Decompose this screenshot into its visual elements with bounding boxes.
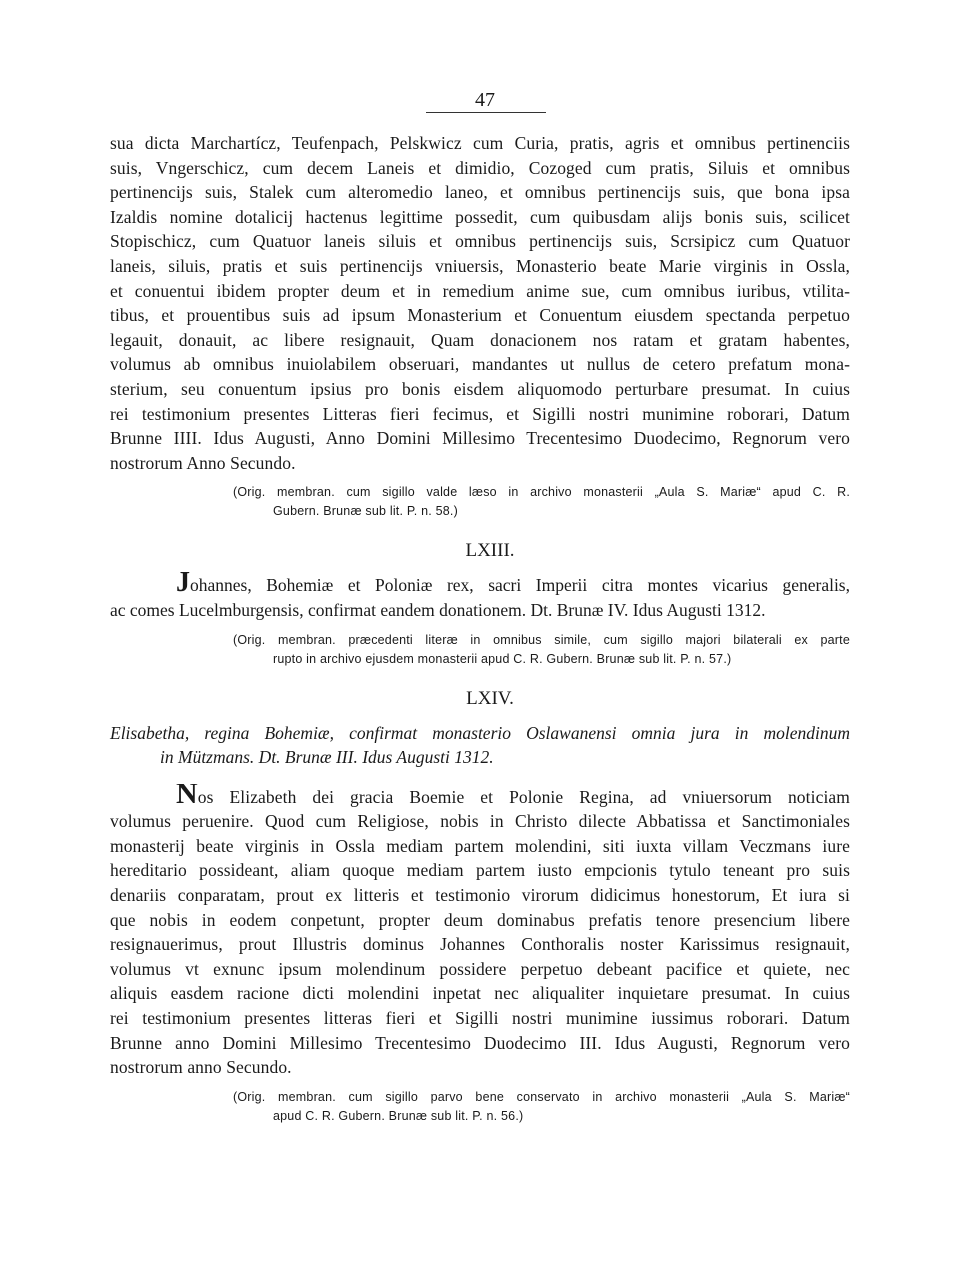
- note-line: (Orig. membran. præcedenti literæ in omnibus simile, cum sigillo majori bilaterali ex parte: [233, 632, 850, 647]
- text-line: pertinencijs suis, Stalek cum alteromedio laneo, et omnibus pertinencijs suis, que bona ipsa: [110, 182, 850, 203]
- text-line: Brunne anno Domini Millesimo Trecentesimo Duodecimo III. Idus Augusti, Regnorum vero: [110, 1032, 850, 1053]
- text-line: volumus peruenire. Quod cum Religiose, nobis in Christo dilecte Abbatissa et Sanctimoniales: [110, 811, 850, 832]
- summary-line: Elisabetha, regina Bohemiæ, confirmat monasterio Oslawanensi omnia jura in molendinum: [110, 722, 850, 743]
- header-rule: [426, 112, 546, 113]
- text-line: resignauerimus, prout Illustris dominus Johannes Conthoralis noster Karissimus resignauit,: [110, 934, 850, 955]
- document-summary: [110, 567, 850, 622]
- text-line: que nobis in eodem conpetunt, propter deum dominabus prefatis tenore presencium libere: [110, 909, 850, 930]
- text-line-content: os Elizabeth dei gracia Boemie et Polonie Regina, ad vniuersorum noticiam: [197, 786, 850, 807]
- text-line: denariis conparatam, prout ex litteris et testimonio virorum didicimus honestorum, Et iura si: [110, 885, 850, 906]
- charter-text: [110, 784, 850, 1080]
- text-line: monasterij beate virginis in Ossla mediam partem molendini, siti iuxta villam Veczmans iure: [110, 835, 850, 856]
- text-line: rei testimonium presentes Litteras fieri fecimus, et Sigilli nostri munimine roborari, Datum: [110, 403, 850, 424]
- summary-line: ac comes Lucelmburgensis, confirmat eandem donationem. Dt. Brunæ IV. Idus Augusti 1312.: [110, 599, 766, 620]
- text-line: legauit, donauit, ac libere resignauit, Quam donacionem nos ratam et gratam habentes,: [110, 329, 850, 350]
- text-line: nostrorum Anno Secundo.: [110, 452, 296, 473]
- text-line: Brunne IIII. Idus Augusti, Anno Domini Millesimo Trecentesimo Duodecimo, Regnorum vero: [110, 428, 850, 449]
- text-line: sterium, seu conuentum ipsius pro bonis eisdem aliquomodo perturbare presumat. In cuius: [110, 378, 850, 399]
- text-line: volumus ab omnibus inuiolabilem obseruari, mandantes ut nullus de cetero prefatum mona-: [110, 354, 850, 375]
- text-line: hereditario possideant, aliam quoque mediam partem iusto empcionis tytulo teneant pro suis: [110, 860, 850, 881]
- document-number: LXIV.: [466, 687, 514, 709]
- note-line: (Orig. membran. cum sigillo parvo bene conservato in archivo monasterii „Aula S. Mariæ“: [233, 1089, 850, 1104]
- page-number: 47: [475, 89, 495, 111]
- text-line: et conuentui ibidem propter deum et in remedium anime sue, cum omnibus iuribus, vtilita-: [110, 280, 850, 301]
- text-line: sua dicta Marchartícz, Teufenpach, Pelskwicz cum Curia, pratis, agris et omnibus pertinenciis: [110, 133, 850, 153]
- summary-line: in Mützmans. Dt. Brunæ III. Idus Augusti 1312.: [160, 747, 494, 768]
- text-line: rei testimonium presentes litteras fieri et Sigilli nostri munimine iussimus roborari. Datum: [110, 1008, 850, 1029]
- archival-note: [110, 631, 850, 669]
- note-line: Gubern. Brunæ sub lit. P. n. 58.): [273, 504, 458, 519]
- text-line: nostrorum anno Secundo.: [110, 1057, 292, 1078]
- summary-line: [110, 567, 850, 599]
- text-line: Stopischicz, cum Quatuor laneis siluis et omnibus pertinencijs suis, Scrsipicz cum Quatuor: [110, 231, 850, 252]
- note-line: apud C. R. Gubern. Brunæ sub lit. P. n. 56.): [273, 1108, 524, 1123]
- charter-continuation: [110, 131, 850, 475]
- text-line: volumus vt exnunc ipsum molendinum possidere perpetuo debeant pacifice et quiete, nec: [110, 958, 850, 979]
- document-number: LXIII.: [465, 540, 515, 562]
- text-line: aliquis easdem racione dicti molendini inpetat nec aliqualiter inquietare presumat. In cuius: [110, 983, 850, 1004]
- document-summary: [110, 721, 850, 770]
- summary-text: ohannes, Bohemiæ et Poloniæ rex, sacri Imperii citra montes vicarius generalis,: [190, 575, 850, 596]
- text-line: [110, 784, 850, 810]
- text-line: Izaldis nomine dotalicij hactenus legittime possedit, cum quibusdam alijs bonis suis, scilicet: [110, 206, 850, 227]
- initial-letter: N: [176, 783, 198, 810]
- archival-note: [110, 1088, 850, 1126]
- text-line: suis, Vngerschicz, cum decem Laneis et dimidio, Cozoged cum pratis, Siluis et omnibus: [110, 157, 850, 178]
- note-line: rupto in archivo ejusdem monasterii apud C. R. Gubern. Brunæ sub lit. P. n. 57.): [273, 651, 732, 666]
- text-line: laneis, siluis, pratis et suis pertinencijs vniuersis, Monasterio beate Marie virginis in Ossla,: [110, 255, 850, 276]
- text-line: tibus, et prouentibus suis ad ipsum Monasterium et Conuentum eiusdem spectanda perpetuo: [110, 305, 850, 326]
- archival-note: [110, 483, 850, 521]
- initial-letter: J: [176, 567, 190, 599]
- document-page: [110, 88, 850, 1126]
- note-line: (Orig. membran. cum sigillo valde læso in archivo monasterii „Aula S. Mariæ“ apud C. R.: [233, 485, 850, 500]
